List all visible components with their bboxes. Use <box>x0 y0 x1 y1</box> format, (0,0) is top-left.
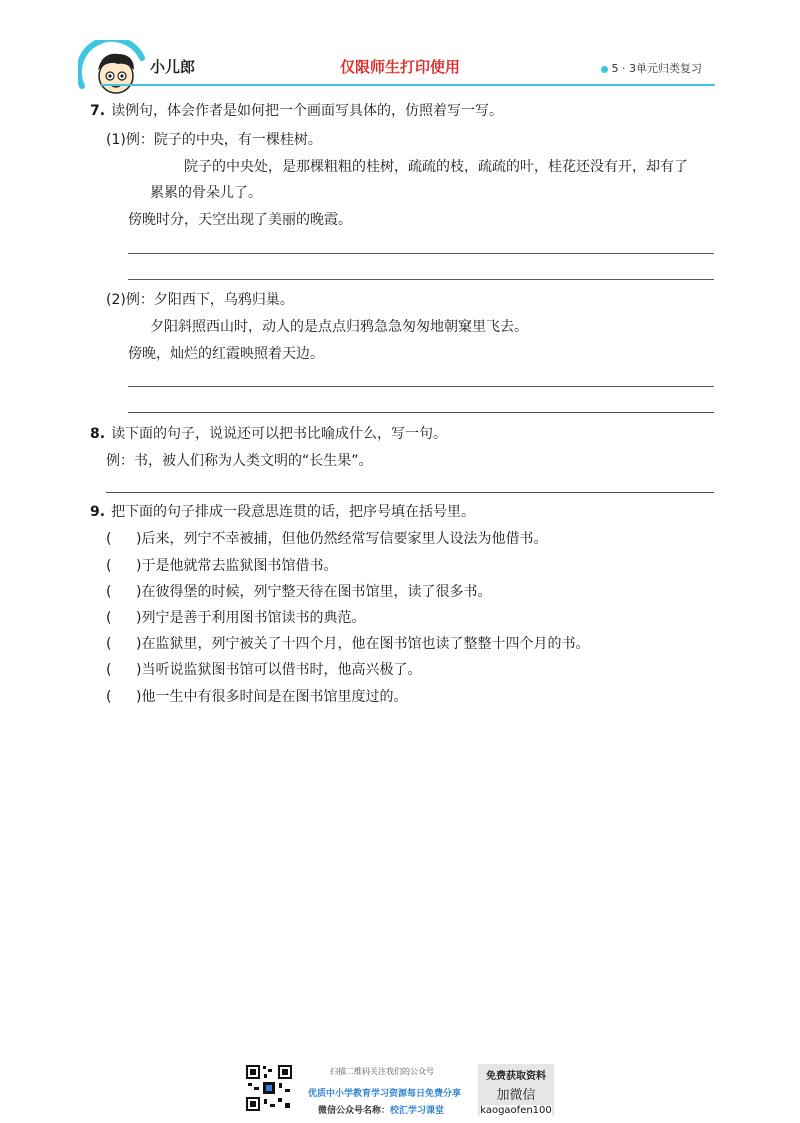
answer-blank[interactable]: ( <box>106 531 112 547</box>
answer-line[interactable] <box>128 279 714 280</box>
wechat-label: 加微信 <box>496 1088 536 1103</box>
qr-code-icon[interactable] <box>245 1064 293 1112</box>
q9-item-text: 当听说监狱图书馆可以借书时，他高兴极了。 <box>141 662 422 678</box>
q7-example-1: (1)例：院子的中央，有一棵桂树。 <box>106 132 322 148</box>
answer-blank[interactable]: ( <box>106 662 112 678</box>
footer-share-text: 优质中小学教育学习资源每日免费分享 <box>308 1089 462 1099</box>
header-divider <box>100 84 715 86</box>
q9-item: ( )在监狱里，列宁被关了十四个月，他在图书馆也读了整整十四个月的书。 <box>106 636 590 652</box>
q7-text: 读例句，体会作者是如何把一个画面写具体的，仿照着写一写。 <box>111 103 504 119</box>
q8-text: 读下面的句子，说说还可以把书比喻成什么，写一句。 <box>111 426 448 442</box>
q8-number: 8. <box>90 426 106 442</box>
answer-line[interactable] <box>128 412 714 413</box>
q9-text: 把下面的句子排成一段意思连贯的话，把序号填在括号里。 <box>111 504 476 520</box>
footer-account-label: 微信公众号名称： <box>318 1106 391 1116</box>
answer-line[interactable] <box>106 492 714 493</box>
free-materials-label: 免费获取资料 <box>486 1071 546 1082</box>
q9-item: ( )他一生中有很多时间是在图书馆里度过的。 <box>106 689 408 705</box>
answer-line[interactable] <box>128 386 714 387</box>
q9-number: 9. <box>90 504 106 520</box>
answer-blank[interactable]: ( <box>106 610 112 626</box>
dot-icon <box>601 66 608 73</box>
wechat-id: kaogaofen100 <box>480 1105 552 1116</box>
q7-expanded-1b: 累累的骨朵儿了。 <box>150 185 262 201</box>
page-footer <box>0 1058 800 1123</box>
unit-text: 5 · 3单元归类复习 <box>611 62 702 75</box>
q9-item: ( )在彼得堡的时候，列宁整天待在图书馆里，读了很多书。 <box>106 584 492 600</box>
q7-example-2: (2)例：夕阳西下，乌鸦归巢。 <box>106 292 294 308</box>
q9-item: ( )当听说监狱图书馆可以借书时，他高兴极了。 <box>106 662 422 678</box>
footer-scan-text: 扫描二维码关注我们的公众号 <box>330 1067 434 1076</box>
answer-line[interactable] <box>128 253 714 254</box>
q9-item: ( )于是他就常去监狱图书馆借书。 <box>106 558 338 574</box>
q8-prompt <box>90 424 447 444</box>
answer-blank[interactable]: ( <box>106 689 112 705</box>
q7-expanded-1a: 院子的中央处，是那棵粗粗的桂树，疏疏的枝，疏疏的叶，桂花还没有开，却有了 <box>184 159 688 175</box>
footer-account-name: 校汇学习课堂 <box>390 1106 445 1116</box>
q7-number: 7. <box>90 103 106 119</box>
q9-item-text: 他一生中有很多时间是在图书馆里度过的。 <box>141 689 408 705</box>
unit-label <box>601 60 703 76</box>
q9-item: ( )列宁是善于利用图书馆读书的典范。 <box>106 610 366 626</box>
q9-item-text: 后来，列宁不幸被捕，但他仍然经常写信要家里人设法为他借书。 <box>141 531 548 547</box>
q9-item-text: 在监狱里，列宁被关了十四个月，他在图书馆也读了整整十四个月的书。 <box>141 636 590 652</box>
q7-prompt <box>90 101 503 121</box>
q7-expanded-2: 夕阳斜照西山时，动人的是点点归鸦急急匆匆地朝窠里飞去。 <box>150 319 528 335</box>
free-materials-box[interactable] <box>478 1064 554 1116</box>
q9-item-text: 于是他就常去监狱图书馆借书。 <box>141 558 338 574</box>
q9-item: ( )后来，列宁不幸被捕，但他仍然经常写信要家里人设法为他借书。 <box>106 531 548 547</box>
brand-name: 小儿郎 <box>150 58 196 76</box>
q7-task-1: 傍晚时分，天空出现了美丽的晚霞。 <box>128 212 352 228</box>
page-header <box>0 0 800 110</box>
footer-account <box>318 1103 444 1116</box>
q9-item-text: 列宁是善于利用图书馆读书的典范。 <box>141 610 366 626</box>
answer-blank[interactable]: ( <box>106 558 112 574</box>
q8-example: 例：书，被人们称为人类文明的“长生果”。 <box>106 453 373 469</box>
answer-blank[interactable]: ( <box>106 636 112 652</box>
print-notice: 仅限师生打印使用 <box>339 58 460 76</box>
answer-blank[interactable]: ( <box>106 584 112 600</box>
q9-item-text: 在彼得堡的时候，列宁整天待在图书馆里，读了很多书。 <box>141 584 492 600</box>
q7-task-2: 傍晚，灿烂的红霞映照着天边。 <box>128 346 324 362</box>
q9-prompt <box>90 502 475 522</box>
